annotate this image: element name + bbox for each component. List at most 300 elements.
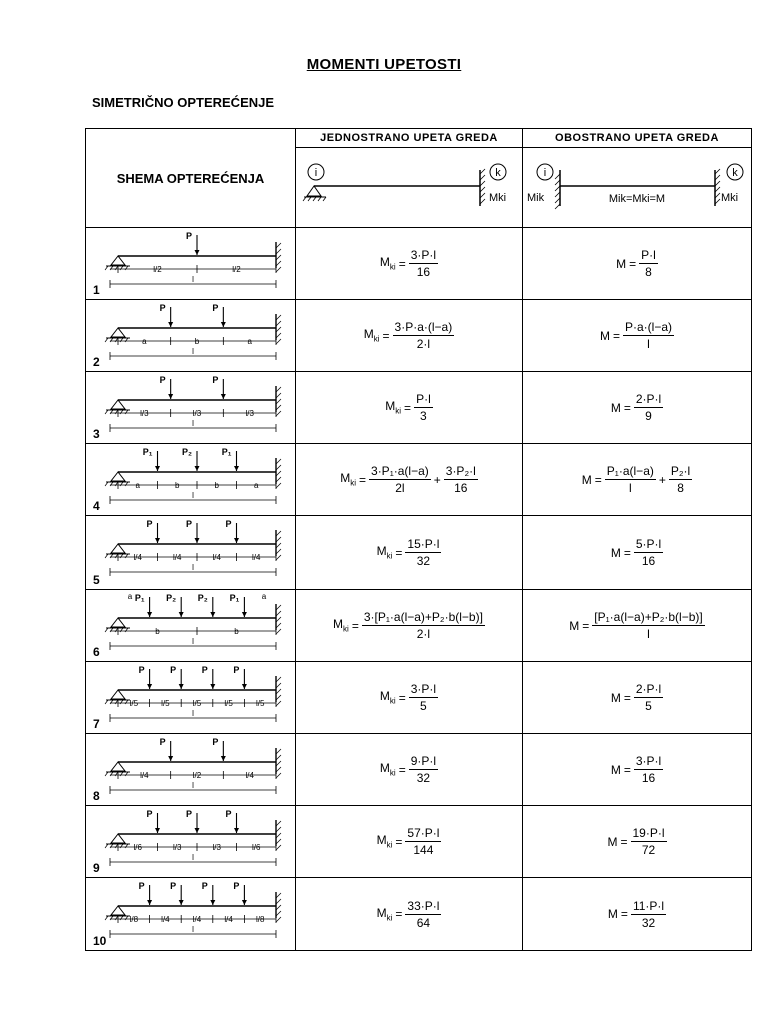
numerator: 57·P·l	[407, 826, 440, 840]
denominator: 32	[416, 771, 431, 785]
wall-hatch	[276, 471, 281, 476]
ground-hatch	[105, 700, 108, 704]
pin-support-icon	[111, 328, 125, 337]
moment-symbol: M	[610, 545, 621, 560]
wall-hatch	[276, 701, 281, 706]
moment-subscript: ki	[343, 624, 349, 634]
ground-hatch	[125, 916, 128, 920]
load-scheme-cell	[86, 300, 296, 372]
formula	[611, 754, 663, 785]
dimension-label: l/5	[224, 698, 233, 708]
wall-hatch	[276, 555, 281, 560]
equals-sign: =	[395, 834, 403, 849]
moment-symbol: M	[581, 472, 592, 487]
moment-ik-label: Mik	[527, 192, 545, 204]
top-dimension-label: a	[261, 591, 267, 601]
formula	[616, 248, 658, 279]
arrow-head-icon	[234, 466, 239, 471]
beam-diagram	[86, 879, 295, 950]
formula	[333, 610, 485, 641]
formula	[380, 682, 438, 713]
load-label: P	[138, 880, 145, 891]
formula-lhs	[385, 399, 401, 415]
dimension-label: b	[234, 626, 239, 636]
fraction	[414, 392, 433, 423]
arrow-head-icon	[155, 538, 160, 543]
one-side-fixed-formula-cell	[296, 300, 523, 372]
formula	[385, 392, 432, 423]
one-side-fixed-formula-cell	[296, 444, 523, 516]
load-label: P	[170, 880, 177, 891]
fraction	[634, 392, 663, 423]
moment-subscript: ki	[389, 768, 396, 778]
wall-hatch	[276, 629, 281, 634]
wall-hatch	[276, 755, 281, 760]
moment-symbol: M	[379, 255, 390, 270]
moment-symbol: M	[607, 907, 618, 921]
denominator: 5	[420, 699, 427, 713]
formula-lhs	[616, 257, 626, 271]
dimension-label: l/4	[224, 914, 233, 924]
load-label: P	[233, 880, 240, 891]
ground-hatch	[115, 916, 118, 920]
beam-diagram	[86, 301, 295, 371]
span-label: l	[192, 346, 194, 356]
moment-subscript: ki	[386, 551, 393, 561]
equals-sign: =	[351, 618, 359, 633]
propped-cantilever-diagram	[296, 148, 522, 222]
pin-support-icon	[111, 256, 125, 265]
arrow-head-icon	[155, 828, 160, 833]
beam-diagram	[86, 229, 295, 299]
wall-hatch	[276, 833, 281, 838]
dimension-label: l/2	[192, 770, 202, 780]
table-row	[86, 300, 752, 372]
denominator: 72	[641, 843, 656, 857]
formula	[340, 464, 478, 495]
arrow-head-icon	[210, 900, 215, 905]
column-header-both-sides-fixed: OBOSTRANO UPETA GREDA	[523, 129, 752, 148]
arrow-head-icon	[221, 322, 226, 327]
load-scheme-cell	[86, 516, 296, 590]
arrow-head-icon	[242, 900, 247, 905]
table-row	[86, 590, 752, 662]
fraction	[639, 248, 658, 279]
ground-hatch	[120, 628, 123, 632]
dimension-label: l/4	[161, 914, 170, 924]
table-row	[86, 662, 752, 734]
equals-sign: =	[395, 545, 403, 560]
wall-hatch	[276, 617, 281, 622]
moment-subscript: ki	[389, 696, 396, 706]
numerator: 3·[P₁·a(l−a)+P₂·b(l−b)]	[363, 610, 483, 624]
beam-diagram	[86, 735, 295, 805]
load-scheme-cell	[86, 806, 296, 878]
denominator: 3	[420, 409, 427, 423]
load-label: P	[159, 302, 166, 313]
dimension-label: l/4	[133, 552, 142, 562]
formula-lhs	[611, 546, 621, 560]
wall-hatch	[276, 911, 281, 916]
pin-support-icon	[111, 472, 125, 481]
load-label: P₂	[166, 592, 177, 603]
wall-hatch	[276, 465, 281, 470]
table-row	[86, 228, 752, 300]
arrow-head-icon	[242, 684, 247, 689]
wall-hatch	[276, 255, 281, 260]
moment-symbol: M	[610, 400, 621, 415]
moment-symbol: M	[569, 618, 580, 633]
moment-symbol: M	[379, 689, 390, 704]
formula-lhs	[608, 907, 618, 921]
wall-hatch	[276, 327, 281, 332]
operator: +	[658, 472, 666, 487]
load-label: P	[201, 880, 208, 891]
row-number: 7	[93, 716, 100, 731]
moment-symbol: M	[363, 327, 374, 342]
load-label: P	[201, 664, 208, 675]
arrow-head-icon	[242, 612, 247, 617]
fraction	[669, 464, 692, 495]
numerator: P·l	[641, 248, 656, 262]
formula	[611, 682, 663, 713]
node-k-label: k	[732, 167, 738, 179]
arrow-head-icon	[155, 466, 160, 471]
ground-hatch	[110, 844, 113, 848]
denominator: 2l	[395, 481, 405, 495]
dimension-label: a	[254, 480, 259, 490]
dimension-label: l/3	[212, 842, 221, 852]
formula	[600, 320, 674, 351]
arrow-head-icon	[195, 466, 200, 471]
denominator: 5	[645, 699, 652, 713]
load-label: P	[212, 374, 219, 385]
row-number: 1	[93, 282, 100, 297]
dimension-label: l/4	[173, 552, 182, 562]
load-label: P	[159, 736, 166, 747]
arrow-head-icon	[221, 756, 226, 761]
ground-hatch	[125, 772, 128, 776]
dimension-label: l/6	[133, 842, 142, 852]
load-label: P₂	[197, 592, 208, 603]
wall-hatch	[276, 677, 281, 682]
dimension-label: l/3	[245, 408, 254, 418]
equals-sign: =	[620, 834, 628, 849]
equals-sign: =	[623, 690, 631, 705]
formula	[377, 899, 442, 930]
dimension-label: l/8	[255, 914, 265, 924]
numerator: P·a·(l−a)	[625, 320, 673, 334]
fraction	[444, 464, 478, 495]
fraction	[393, 320, 455, 351]
page-subtitle: SIMETRIČNO OPTEREĆENJE	[92, 95, 275, 110]
dimension-label: l/5	[129, 698, 139, 708]
arrow-head-icon	[179, 612, 184, 617]
ground-hatch	[120, 772, 123, 776]
ground-hatch	[125, 844, 128, 848]
table-row	[86, 372, 752, 444]
row-number: 9	[93, 860, 100, 875]
pin-support-icon	[111, 762, 125, 771]
fraction	[409, 754, 438, 785]
beam-diagram	[86, 807, 295, 877]
ground-hatch	[105, 554, 108, 558]
numerator: 3·P·a·(l−a)	[394, 320, 453, 334]
wall-hatch	[276, 917, 281, 922]
equal-moments-label: Mik=Mki=M	[608, 193, 666, 205]
numerator: 15·P·l	[407, 537, 440, 551]
fraction	[409, 248, 438, 279]
equals-sign: =	[594, 472, 602, 487]
load-label: P	[233, 664, 240, 675]
ground-hatch	[110, 700, 113, 704]
formula	[377, 826, 442, 857]
numerator: P₂·l	[670, 464, 691, 478]
ground-hatch	[115, 700, 118, 704]
dimension-label: l/4	[252, 552, 261, 562]
wall-hatch	[276, 459, 281, 464]
wall-hatch	[276, 333, 281, 338]
table-row	[86, 806, 752, 878]
denominator: l	[647, 627, 650, 641]
fraction	[623, 320, 674, 351]
denominator: 2·l	[416, 627, 431, 641]
wall-hatch	[276, 483, 281, 488]
ground-hatch	[120, 844, 123, 848]
denominator: l	[647, 337, 650, 351]
formula	[380, 754, 438, 785]
equals-sign: =	[623, 762, 631, 777]
moment-symbol: M	[376, 544, 387, 559]
moment-symbol: M	[610, 762, 621, 777]
one-side-fixed-formula-cell	[296, 806, 523, 878]
moment-symbol: M	[599, 328, 610, 343]
load-label: P	[159, 374, 166, 385]
table-row	[86, 444, 752, 516]
wall-hatch	[276, 773, 281, 778]
ground-hatch	[115, 554, 118, 558]
equals-sign: =	[612, 328, 620, 343]
ground-hatch	[115, 844, 118, 848]
row-number: 5	[93, 572, 100, 587]
denominator: 144	[413, 843, 434, 857]
ground-hatch	[105, 628, 108, 632]
formula-lhs	[611, 401, 621, 415]
wall-hatch	[276, 689, 281, 694]
equals-sign: =	[395, 907, 403, 921]
one-side-fixed-formula-cell	[296, 372, 523, 444]
row-number: 10	[93, 933, 107, 948]
dimension-label: l/4	[212, 552, 221, 562]
load-label: P	[225, 518, 232, 529]
fraction	[409, 682, 438, 713]
formula-lhs	[611, 691, 621, 705]
equals-sign: =	[398, 762, 406, 777]
denominator: 8	[677, 481, 684, 495]
equals-sign: =	[582, 618, 590, 633]
wall-hatch	[276, 905, 281, 910]
arrow-head-icon	[179, 684, 184, 689]
moment-symbol: M	[376, 833, 387, 848]
load-label: P	[170, 664, 177, 675]
arrow-head-icon	[195, 250, 200, 255]
fraction	[605, 464, 656, 495]
both-sides-fixed-formula-cell	[523, 444, 752, 516]
load-scheme-cell	[86, 372, 296, 444]
wall-hatch	[276, 399, 281, 404]
span-label: l	[192, 636, 194, 646]
moment-subscript: ki	[350, 478, 356, 488]
denominator: 64	[416, 915, 431, 930]
formula	[611, 537, 663, 568]
load-scheme-cell	[86, 590, 296, 662]
denominator: 32	[416, 554, 431, 568]
load-label: P	[225, 808, 232, 819]
wall-hatch	[276, 543, 281, 548]
load-label: P₁	[221, 446, 232, 457]
arrow-head-icon	[195, 538, 200, 543]
dimension-label: b	[155, 626, 160, 636]
both-sides-fixed-formula-cell	[523, 734, 752, 806]
equals-sign: =	[629, 256, 637, 271]
node-i-label: i	[314, 167, 318, 179]
equals-sign: =	[398, 690, 406, 705]
moment-symbol: M	[610, 690, 621, 705]
numerator: 3·P·l	[410, 248, 437, 262]
node-i-label: i	[543, 167, 547, 179]
ground-hatch	[120, 554, 123, 558]
fraction	[631, 826, 667, 857]
span-label: l	[192, 562, 194, 572]
formula-lhs	[364, 327, 380, 343]
wall-hatch	[276, 267, 281, 272]
arrow-head-icon	[168, 756, 173, 761]
moment-subscript: ki	[386, 913, 393, 923]
numerator: 33·P·l	[407, 898, 440, 913]
row-number: 8	[93, 788, 100, 803]
numerator: 3·P·l	[635, 754, 662, 768]
dimension-label: b	[214, 480, 219, 490]
page-title: MOMENTI UPETOSTI	[306, 56, 462, 73]
dimension-label: l/8	[129, 914, 139, 924]
fraction	[405, 826, 441, 857]
fraction	[362, 610, 485, 641]
ground-hatch	[125, 554, 128, 558]
load-label: P	[212, 736, 219, 747]
ground-hatch	[120, 700, 123, 704]
wall-hatch	[276, 611, 281, 616]
both-sides-fixed-formula-cell	[523, 516, 752, 590]
ground-hatch	[110, 554, 113, 558]
arrow-head-icon	[210, 612, 215, 617]
dimension-label: l/2	[153, 264, 162, 274]
moment-symbol: M	[607, 834, 618, 849]
dimension-label: l/3	[173, 842, 182, 852]
formula	[611, 392, 663, 423]
pin-support-icon	[111, 618, 125, 627]
denominator: 32	[641, 915, 656, 930]
header-diagram-both-sides-fixed	[523, 148, 752, 228]
denominator: l	[628, 481, 632, 495]
numerator: 3·P₁·a(l−a)	[371, 464, 429, 478]
load-scheme-cell	[86, 734, 296, 806]
formula-lhs	[600, 329, 610, 343]
formula-lhs	[340, 471, 356, 487]
load-label: P	[212, 302, 219, 313]
header-diagram-one-side-fixed	[296, 148, 523, 228]
wall-hatch	[276, 537, 281, 542]
numerator: 9·P·l	[410, 754, 437, 768]
denominator: 8	[645, 265, 652, 279]
dimension-label: b	[194, 336, 200, 346]
equals-sign: =	[382, 328, 390, 343]
numerator: P₁·a(l−a)	[606, 464, 654, 478]
span-label: l	[192, 490, 194, 500]
arrow-head-icon	[195, 828, 200, 833]
row-number: 3	[93, 426, 100, 441]
formula	[582, 464, 692, 495]
equals-sign: =	[404, 400, 412, 415]
ground-hatch	[120, 916, 123, 920]
one-side-fixed-formula-cell	[296, 590, 523, 662]
wall-hatch	[276, 339, 281, 344]
ground-hatch	[115, 772, 118, 776]
formula-lhs	[611, 763, 621, 777]
fraction	[634, 537, 663, 568]
formula	[364, 320, 454, 351]
arrow-head-icon	[234, 828, 239, 833]
dimension-label: a	[135, 480, 140, 490]
both-sides-fixed-formula-cell	[523, 878, 752, 951]
moment-subscript: ki	[395, 406, 402, 416]
both-sides-fixed-formula-cell	[523, 300, 752, 372]
numerator: 11·P·l	[632, 898, 665, 913]
dimension-label: l/6	[252, 842, 261, 852]
ground-hatch	[125, 628, 128, 632]
pin-support-icon	[111, 544, 125, 553]
both-sides-fixed-formula-cell	[523, 806, 752, 878]
load-label: P₂	[181, 446, 192, 457]
both-sides-fixed-formula-cell	[523, 662, 752, 734]
numerator: 5·P·l	[635, 537, 662, 551]
formula	[377, 537, 442, 568]
equals-sign: =	[623, 400, 631, 415]
ground-hatch	[105, 410, 108, 414]
wall-hatch	[276, 605, 281, 610]
load-scheme-cell	[86, 228, 296, 300]
denominator: 16	[641, 771, 656, 785]
load-label: P	[146, 808, 153, 819]
formula-lhs	[569, 619, 579, 633]
arrow-head-icon	[147, 900, 152, 905]
numerator: 19·P·l	[632, 826, 665, 840]
both-sides-fixed-formula-cell	[523, 590, 752, 662]
equals-sign: =	[359, 472, 367, 487]
wall-hatch	[276, 839, 281, 844]
pin-support-icon	[111, 834, 125, 843]
wall-hatch	[276, 821, 281, 826]
wall-hatch	[276, 845, 281, 850]
fraction	[634, 682, 663, 713]
load-label: P₁	[229, 592, 240, 603]
formula-lhs	[377, 833, 393, 849]
wall-hatch	[276, 243, 281, 248]
equals-sign: =	[620, 907, 628, 921]
dimension-label: l/5	[192, 698, 202, 708]
wall-hatch	[276, 827, 281, 832]
fraction	[405, 537, 441, 568]
ground-hatch	[105, 338, 108, 342]
